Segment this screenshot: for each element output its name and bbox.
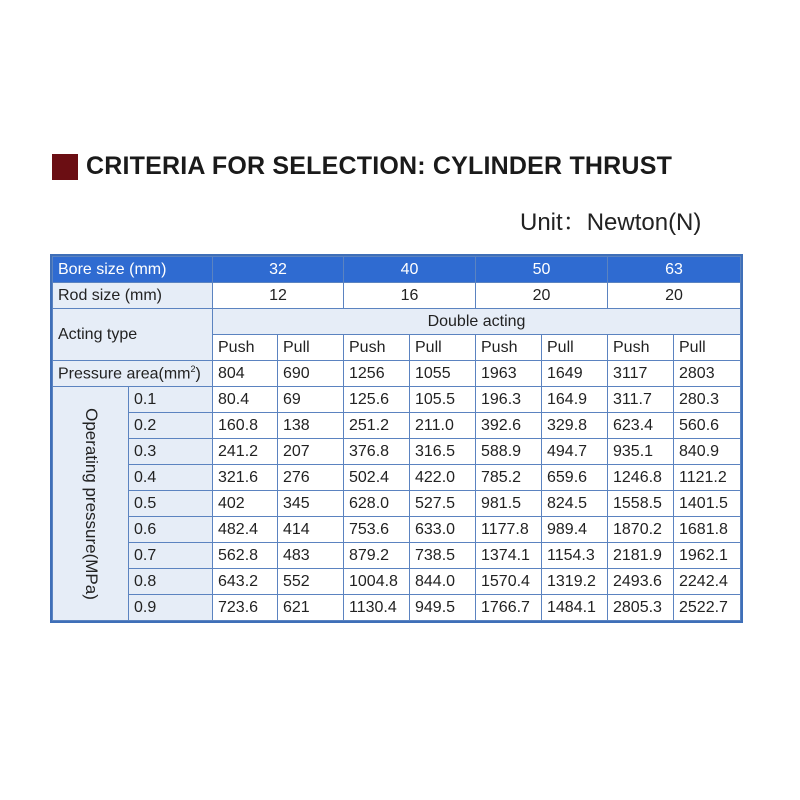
thrust-value-cell: 785.2 (476, 465, 542, 491)
thrust-value-cell: 196.3 (476, 387, 542, 413)
thrust-value-cell: 80.4 (213, 387, 278, 413)
thrust-value-cell: 1484.1 (542, 595, 608, 621)
unit-value: Newton(N) (586, 209, 702, 236)
area-cell: 1055 (410, 361, 476, 387)
thrust-value-cell: 494.7 (542, 439, 608, 465)
acting-type-value: Double acting (213, 309, 741, 335)
thrust-value-cell: 552 (278, 569, 344, 595)
page-title: CRITERIA FOR SELECTION: CYLINDER THRUST (86, 152, 673, 180)
pressure-row (53, 569, 741, 595)
pressure-row (53, 543, 741, 569)
bore-size-cell: 40 (344, 257, 476, 283)
thrust-value-cell: 1558.5 (608, 491, 674, 517)
bore-size-label: Bore size (mm) (53, 257, 213, 283)
thrust-value-cell: 316.5 (410, 439, 476, 465)
thrust-value-cell: 2493.6 (608, 569, 674, 595)
thrust-value-cell: 1319.2 (542, 569, 608, 595)
pressure-row (53, 595, 741, 621)
thrust-value-cell: 1246.8 (608, 465, 674, 491)
thrust-value-cell: 2181.9 (608, 543, 674, 569)
thrust-value-cell: 276 (278, 465, 344, 491)
thrust-value-cell: 329.8 (542, 413, 608, 439)
pull-label: Pull (542, 335, 608, 361)
thrust-value-cell: 989.4 (542, 517, 608, 543)
heading-square-icon (52, 154, 78, 180)
push-label: Push (344, 335, 410, 361)
thrust-value-cell: 588.9 (476, 439, 542, 465)
pressure-value-cell: 0.9 (129, 595, 213, 621)
thrust-value-cell: 643.2 (213, 569, 278, 595)
thrust-value-cell: 723.6 (213, 595, 278, 621)
thrust-value-cell: 1004.8 (344, 569, 410, 595)
pressure-row (53, 491, 741, 517)
operating-pressure-text: Operating pressure(MPa) (81, 407, 101, 600)
pressure-value-cell: 0.6 (129, 517, 213, 543)
push-label: Push (608, 335, 674, 361)
thrust-value-cell: 392.6 (476, 413, 542, 439)
pressure-value-cell: 0.1 (129, 387, 213, 413)
thrust-value-cell: 321.6 (213, 465, 278, 491)
pull-label: Pull (674, 335, 741, 361)
pull-label: Pull (410, 335, 476, 361)
pressure-area-row (53, 361, 741, 387)
thrust-value-cell: 1766.7 (476, 595, 542, 621)
thrust-value-cell: 1374.1 (476, 543, 542, 569)
thrust-value-cell: 527.5 (410, 491, 476, 517)
thrust-value-cell: 207 (278, 439, 344, 465)
thrust-value-cell: 1962.1 (674, 543, 741, 569)
thrust-value-cell: 879.2 (344, 543, 410, 569)
pressure-value-cell: 0.5 (129, 491, 213, 517)
thrust-value-cell: 105.5 (410, 387, 476, 413)
thrust-value-cell: 560.6 (674, 413, 741, 439)
pressure-row (53, 465, 741, 491)
thrust-value-cell: 1154.3 (542, 543, 608, 569)
thrust-value-cell: 2522.7 (674, 595, 741, 621)
thrust-value-cell: 483 (278, 543, 344, 569)
unit-label (520, 202, 701, 237)
thrust-value-cell: 1130.4 (344, 595, 410, 621)
area-cell: 3117 (608, 361, 674, 387)
push-label: Push (476, 335, 542, 361)
thrust-value-cell: 840.9 (674, 439, 741, 465)
area-cell: 1649 (542, 361, 608, 387)
thrust-value-cell: 659.6 (542, 465, 608, 491)
thrust-value-cell: 949.5 (410, 595, 476, 621)
pressure-value-cell: 0.7 (129, 543, 213, 569)
bore-size-cell: 50 (476, 257, 608, 283)
rod-size-cell: 20 (476, 283, 608, 309)
thrust-value-cell: 1121.2 (674, 465, 741, 491)
rod-size-row (53, 283, 741, 309)
pressure-row (53, 439, 741, 465)
thrust-value-cell: 738.5 (410, 543, 476, 569)
pressure-area-sup: 2 (190, 363, 196, 374)
thrust-value-cell: 1401.5 (674, 491, 741, 517)
thrust-value-cell: 280.3 (674, 387, 741, 413)
thrust-value-cell: 1570.4 (476, 569, 542, 595)
section-heading (52, 152, 672, 181)
thrust-value-cell: 414 (278, 517, 344, 543)
thrust-value-cell: 138 (278, 413, 344, 439)
bore-size-cell: 32 (213, 257, 344, 283)
thrust-value-cell: 1870.2 (608, 517, 674, 543)
acting-type-row (53, 309, 741, 335)
area-cell: 804 (213, 361, 278, 387)
pressure-value-cell: 0.2 (129, 413, 213, 439)
thrust-value-cell: 502.4 (344, 465, 410, 491)
pressure-row (53, 413, 741, 439)
pressure-area-text: Pressure area(mm (58, 365, 191, 383)
thrust-value-cell: 164.9 (542, 387, 608, 413)
thrust-value-cell: 753.6 (344, 517, 410, 543)
rod-size-cell: 16 (344, 283, 476, 309)
thrust-value-cell: 1177.8 (476, 517, 542, 543)
thrust-value-cell: 981.5 (476, 491, 542, 517)
area-cell: 2803 (674, 361, 741, 387)
thrust-value-cell: 633.0 (410, 517, 476, 543)
thrust-value-cell: 2805.3 (608, 595, 674, 621)
area-cell: 1256 (344, 361, 410, 387)
thrust-value-cell: 562.8 (213, 543, 278, 569)
pressure-value-cell: 0.4 (129, 465, 213, 491)
thrust-value-cell: 160.8 (213, 413, 278, 439)
pressure-row (53, 387, 741, 413)
thrust-value-cell: 125.6 (344, 387, 410, 413)
thrust-value-cell: 844.0 (410, 569, 476, 595)
rod-size-cell: 12 (213, 283, 344, 309)
thrust-value-cell: 628.0 (344, 491, 410, 517)
bore-size-cell: 63 (608, 257, 741, 283)
thrust-value-cell: 422.0 (410, 465, 476, 491)
area-cell: 1963 (476, 361, 542, 387)
thrust-value-cell: 402 (213, 491, 278, 517)
thrust-value-cell: 311.7 (608, 387, 674, 413)
pressure-value-cell: 0.3 (129, 439, 213, 465)
operating-pressure-label (53, 387, 129, 621)
pressure-area-label (53, 361, 213, 387)
thrust-value-cell: 345 (278, 491, 344, 517)
thrust-value-cell: 935.1 (608, 439, 674, 465)
thrust-table (52, 256, 741, 621)
bore-size-row (53, 257, 741, 283)
thrust-value-cell: 824.5 (542, 491, 608, 517)
unit-label-text: Unit (520, 209, 563, 236)
rod-size-cell: 20 (608, 283, 741, 309)
acting-type-label: Acting type (53, 309, 213, 361)
thrust-value-cell: 69 (278, 387, 344, 413)
pressure-value-cell: 0.8 (129, 569, 213, 595)
thrust-value-cell: 241.2 (213, 439, 278, 465)
thrust-value-cell: 482.4 (213, 517, 278, 543)
thrust-value-cell: 211.0 (410, 413, 476, 439)
thrust-value-cell: 376.8 (344, 439, 410, 465)
unit-separator: ： (562, 209, 587, 236)
thrust-value-cell: 623.4 (608, 413, 674, 439)
push-label: Push (213, 335, 278, 361)
area-cell: 690 (278, 361, 344, 387)
rod-size-label: Rod size (mm) (53, 283, 213, 309)
thrust-value-cell: 1681.8 (674, 517, 741, 543)
pressure-row (53, 517, 741, 543)
thrust-value-cell: 2242.4 (674, 569, 741, 595)
thrust-value-cell: 251.2 (344, 413, 410, 439)
pressure-area-close: ) (195, 365, 201, 383)
thrust-value-cell: 621 (278, 595, 344, 621)
pull-label: Pull (278, 335, 344, 361)
